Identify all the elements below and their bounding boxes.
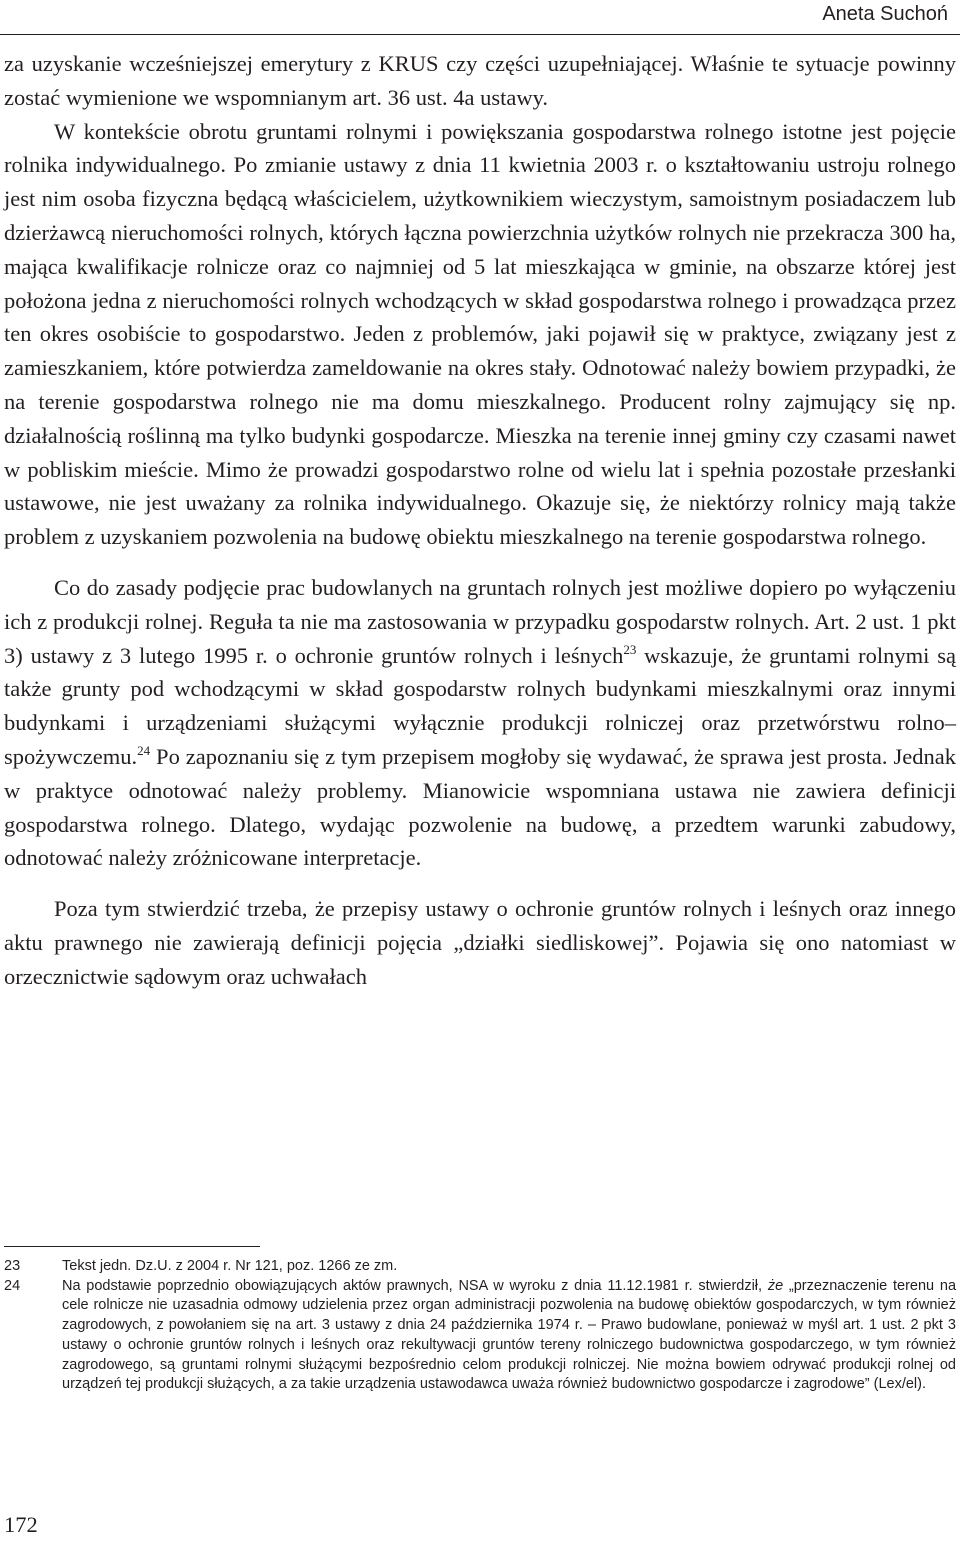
- footnote-24-quote: „przeznaczenie terenu na cele rolnicze nie uzasadnia odmowy udzielenia przez organ administracji pozwolenia na budowę obiektów gospodarczych, w tym również zagrodowych, z powołaniem się na art. 3 ustawy z dnia 24 października 1974 r. – Prawo budowlane, ponieważ w myśl art. 1 ust. 2 pkt 3 ustawy o ochronie gruntów rolnych i leśnych oraz rekultywacji gruntów tereny rolniczego budownictwa gospodarczego, w tym również zagrodowego, są gruntami rolnymi służącymi bezpośrednio celom produkcji rolniczej. Nie można bowiem odrywać produkcji rolnej od urządzeń tej produkcji służących, a za takie urządzenia ustawodawca uważa również budownictwo gospodarcze i zagrodowe” (Lex/el).: [62, 1277, 957, 1393]
- running-head-author: Aneta Suchoń: [822, 3, 948, 25]
- footnote-number: 24: [4, 1277, 21, 1294]
- paragraph-3: [4, 571, 956, 875]
- footnote-23: [4, 1257, 956, 1277]
- paragraph-2: W kontekście obrotu gruntami rolnymi i powiększania gospodarstwa rolnego istotne jest pojęcie rolnika indywidualnego. Po zmianie ustawy z dnia 11 kwietnia 2003 r. o kształtowaniu ustroju rolnego jest nim osoba fizyczna będącą właścicielem, użytkownikiem wieczystym, samoistnym posiadaczem lub dzierżawcą nieruchomości rolnych, których łączna powierzchnia użytków rolnych nie przekracza 300 ha, mająca kwalifikacje rolnicze oraz co najmniej od 5 lat mieszkająca w gminie, na obszarze której jest położona jedna z nieruchomości rolnych wchodzących w skład gospodarstwa rolnego i prowadząca przez ten okres osobiście to gospodarstwo. Jeden z problemów, jaki pojawił się w praktyce, związany jest z zamieszkaniem, które potwierdza zameldowanie na okres stały. Odnotować należy bowiem przypadki, że na terenie gospodarstwa rolnego nie ma domu mieszkalnego. Producent rolny zajmujący się np. działalnością roślinną ma tylko budynki gospodarcze. Mieszka na terenie innej gminy czy czasami nawet w pobliskim mieście. Mimo że prowadzi gospodarstwo rolne od wielu lat i spełnia pozostałe przesłanki ustawowe, nie jest uważany za rolnika indywidualnego. Okazuje się, że niektórzy rolnicy mają także problem z uzyskaniem pozwolenia na budowę obiektu mieszkalnego na terenie gospodarstwa rolnego.: [4, 118, 956, 550]
- paragraph-4: Poza tym stwierdzić trzeba, że przepisy ustawy o ochronie gruntów rolnych i leśnych oraz innego aktu prawnego nie zawierają definicji pojęcia „działki siedliskowej”. Pojawia się ono natomiast w orzecznictwie sądowym oraz uchwałach: [4, 896, 956, 989]
- paragraph-3-part-3: Po zapoznaniu się z tym przepisem mogłoby się wydawać, że sprawa jest prosta. Jednak w praktyce odnotować należy problemy. Mianowicie wspomniana ustawa nie zawiera definicji gospodarstwa rolnego. Dlatego, wydając pozwolenie na budowę, a przedtem warunki zabudowy, odnotować należy zróżnicowane interpretacje.: [4, 743, 956, 871]
- footnote-number: 23: [4, 1258, 21, 1274]
- footnote-rule: [4, 1246, 260, 1247]
- paragraph-3-part-1: Co do zasady podjęcie prac budowlanych na gruntach rolnych jest możliwe dopiero po wyłączeniu ich z produkcji rolnej. Reguła ta nie ma zastosowania w przypadku gospodarstw rolnych. Art. 2 ust. 1 pkt 3) ustawy z 3 lutego 1995 r. o ochronie gruntów rolnych i leśnych: [4, 574, 956, 668]
- footnote-ref-23[interactable]: 23: [623, 641, 637, 657]
- paragraph-1: za uzyskanie wcześniejszej emerytury z KRUS czy części uzupełniającej. Właśnie te sytuacje powinny zostać wymienione we wspomnianym art. 36 ust. 4a ustawy.: [4, 51, 956, 110]
- paragraph-3-part-2: wskazuje, że gruntami rolnymi są także grunty pod wchodzącymi w skład gospodarstw rolnych budynkami mieszkalnymi oraz innymi budynkami i urządzeniami służącymi wyłącznie produkcji rolniczej oraz przetwórstwu rolno–spożywczemu.: [4, 642, 956, 769]
- body-text: [4, 47, 956, 994]
- footnote-ref-24[interactable]: 24: [137, 742, 151, 758]
- footnote-text: Tekst jedn. Dz.U. z 2004 r. Nr 121, poz. 1266 ze zm.: [62, 1258, 398, 1274]
- footnote-text: [62, 1277, 956, 1395]
- header-rule: [0, 34, 960, 35]
- footnote-24: [4, 1277, 956, 1395]
- footnotes: [4, 1257, 956, 1395]
- footnote-24-lead-italic: że: [767, 1277, 784, 1294]
- footnote-24-lead: Na podstawie poprzednio obowiązujących aktów prawnych, NSA w wyroku z dnia 11.12.1981 r. stwierdził,: [62, 1277, 768, 1294]
- page-number: 172: [4, 1512, 38, 1537]
